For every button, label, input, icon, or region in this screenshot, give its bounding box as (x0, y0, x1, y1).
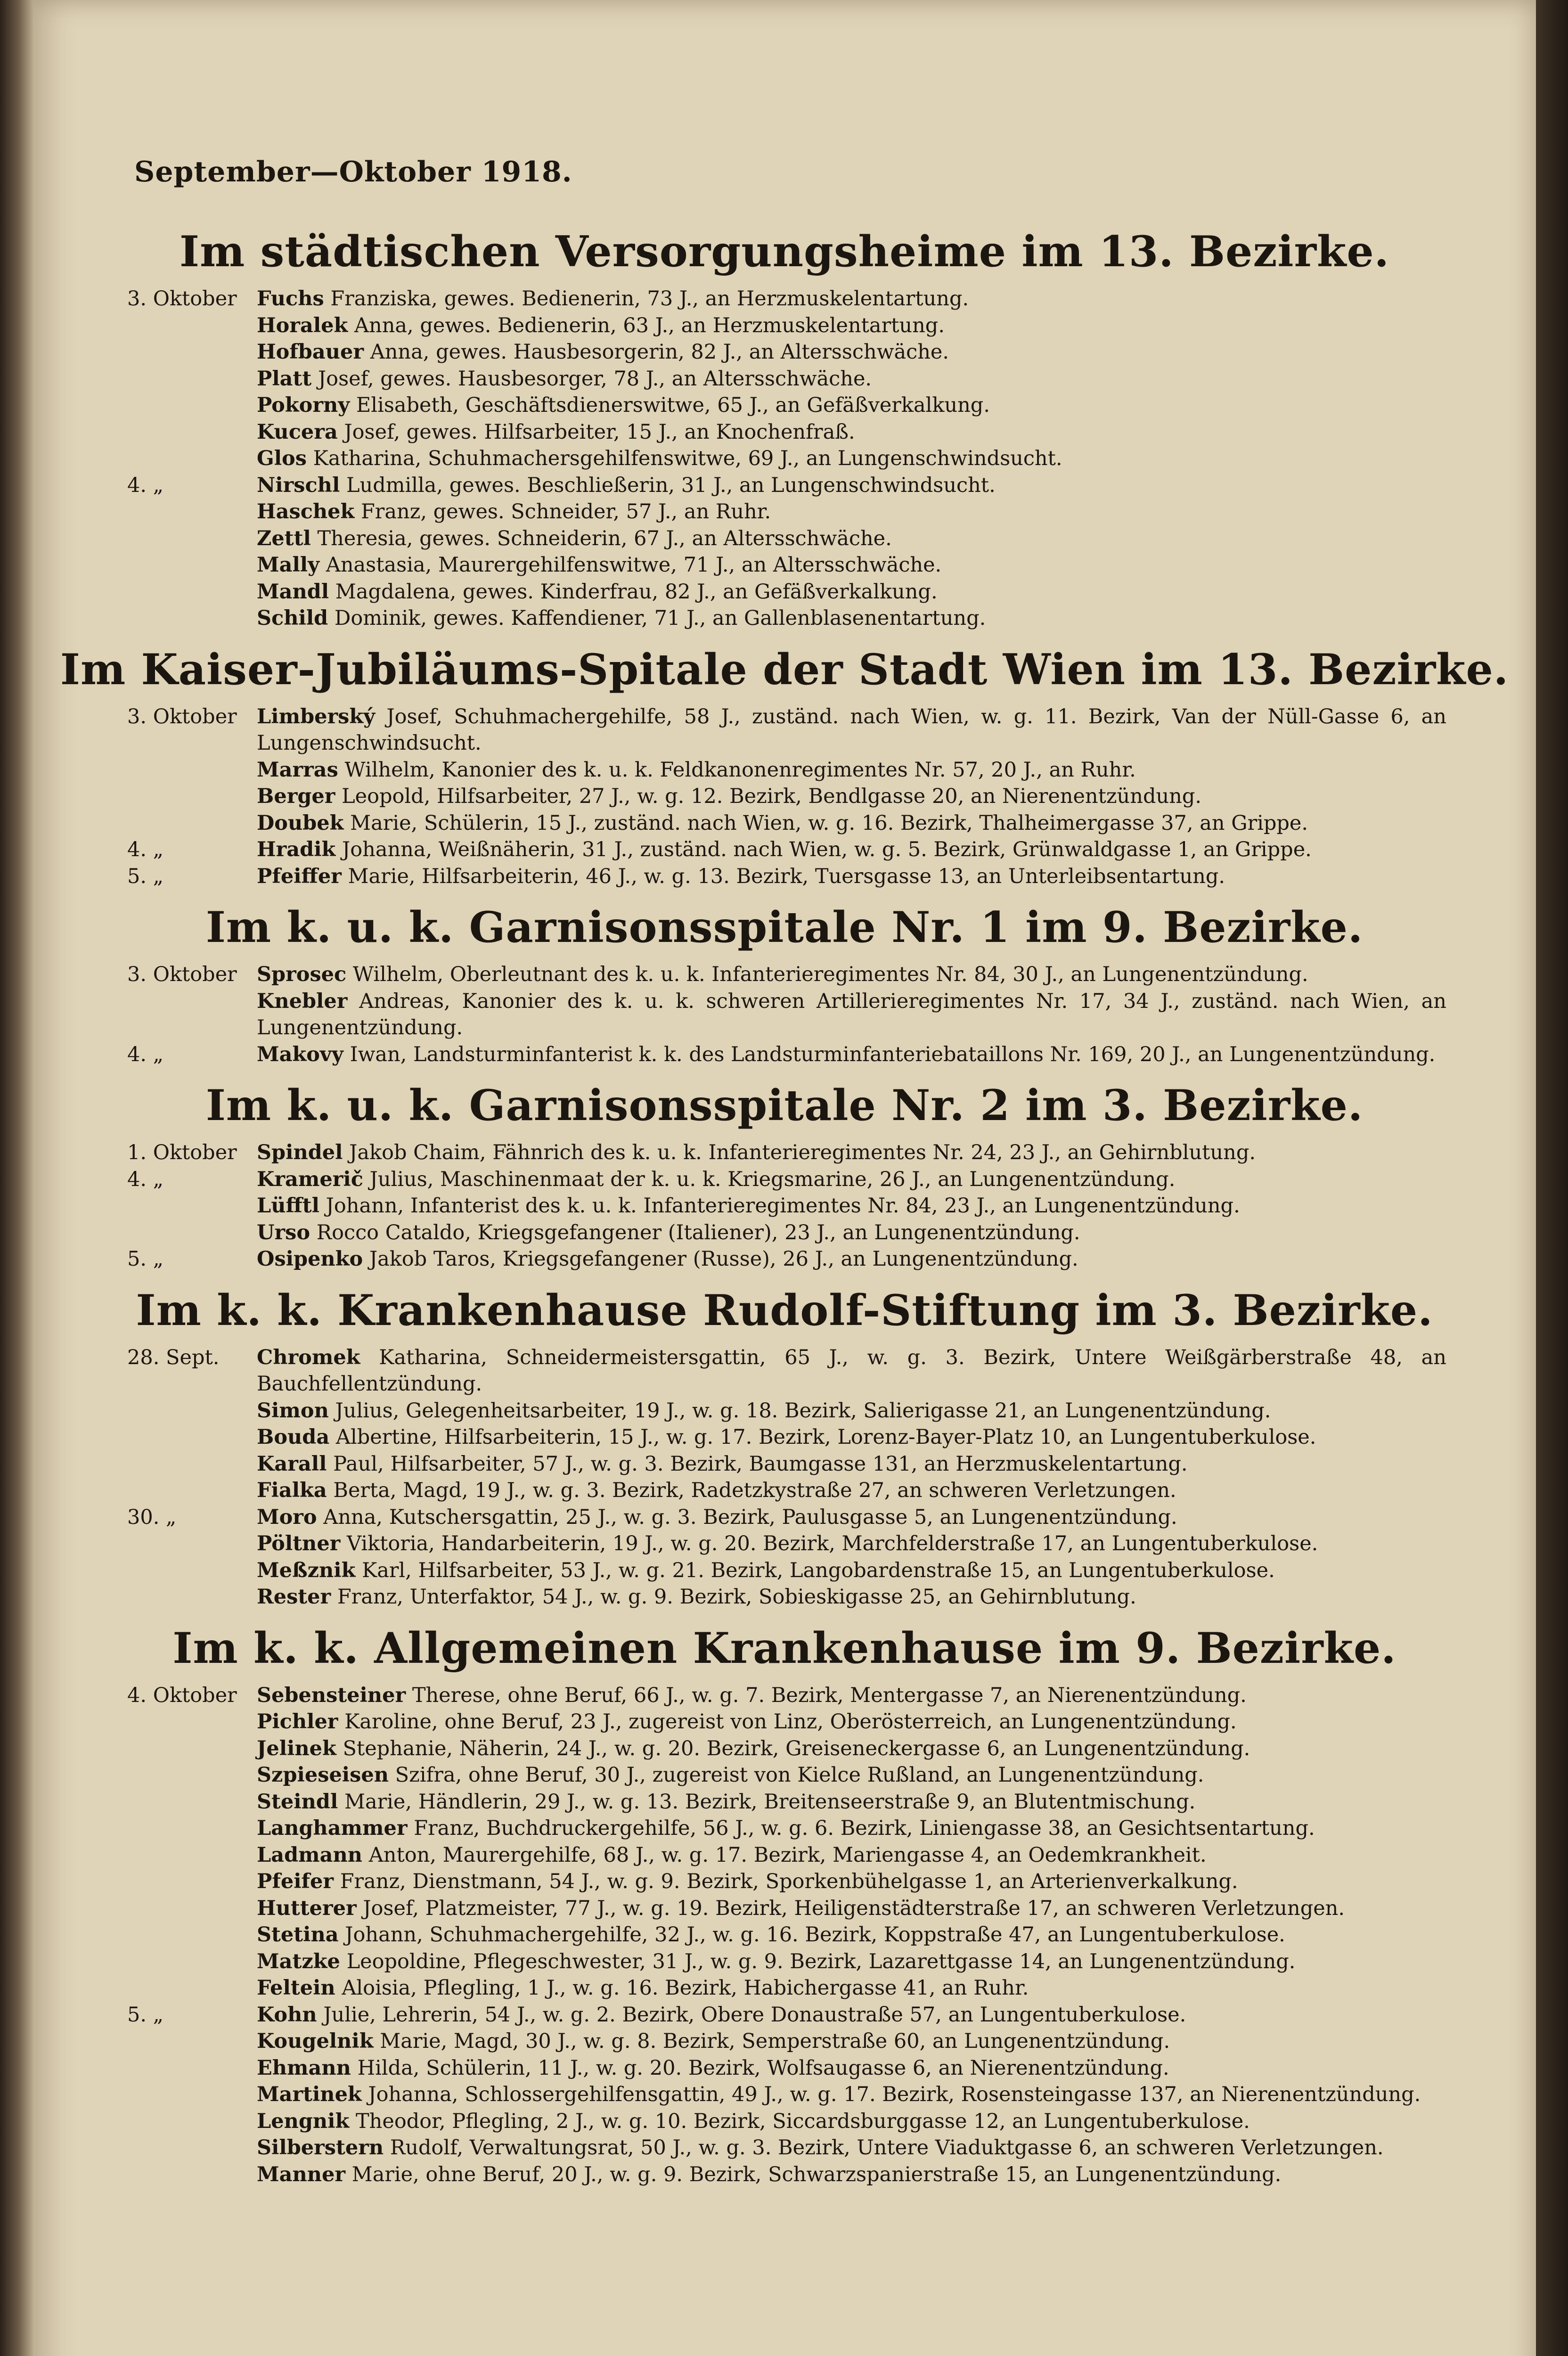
entry-surname: Doubek (257, 811, 344, 835)
entry-surname: Mandl (257, 580, 329, 604)
entry-details: Therese, ohne Beruf, 66 J., w. g. 7. Bezirk, Mentergasse 7, an Nierenentzündung. (412, 1683, 1247, 1707)
entry-details: Marie, ohne Beruf, 20 J., w. g. 9. Bezirk, Schwarzspanierstraße 15, an Lungenentzündung. (351, 2162, 1282, 2186)
entry-details: Marie, Hilfsarbeiterin, 46 J., w. g. 13. Bezirk, Tuersgasse 13, an Unterleibsentartung. (348, 864, 1225, 888)
entry-surname: Szpieseisen (257, 1763, 389, 1787)
entry-details: Marie, Händlerin, 29 J., w. g. 13. Bezirk, Breitenseerstraße 9, an Blutentmischung. (344, 1790, 1196, 1814)
entry-date: 4. „ (127, 473, 163, 497)
death-entry (33, 2002, 1536, 2029)
entry-surname: Limberský (257, 704, 376, 728)
section (33, 1285, 1536, 1623)
death-entry (33, 1166, 1536, 1193)
entry-details: Stephanie, Näherin, 24 J., w. g. 20. Bezirk, Greiseneckergasse 6, an Lungenentzündung. (343, 1736, 1250, 1760)
death-entry (33, 863, 1536, 890)
death-entry (33, 1682, 1536, 1709)
death-entry (33, 1504, 1536, 1531)
entry-date: 5. „ (127, 1247, 163, 1271)
entry-details: Albertine, Hilfsarbeiterin, 15 J., w. g. 17. Bezirk, Lorenz-Bayer-Platz 10, an Lungentuberkulose. (335, 1425, 1316, 1449)
entry-surname: Sebensteiner (257, 1683, 406, 1707)
entry-details: Josef, Platzmeister, 77 J., w. g. 19. Bezirk, Heiligenstädterstraße 17, an schweren Verletzungen. (363, 1896, 1345, 1920)
entry-surname: Manner (257, 2162, 345, 2186)
entry-surname: Urso (257, 1220, 310, 1244)
death-entry (33, 605, 1536, 632)
entry-surname: Fuchs (257, 287, 324, 311)
entry-details: Theresia, gewes. Schneiderin, 67 J., an Altersschwäche. (317, 526, 892, 550)
death-entry (33, 1948, 1536, 1975)
entry-surname: Platt (257, 367, 312, 391)
section (33, 226, 1536, 644)
death-entry (33, 579, 1536, 605)
section-title: Im k. k. Allgemeinen Krankenhause im 9. Bezirke. (172, 1623, 1396, 1673)
death-entry (33, 1477, 1536, 1504)
entry-surname: Moro (257, 1505, 317, 1529)
death-entry (33, 1815, 1536, 1842)
entry-surname: Langhammer (257, 1816, 408, 1840)
entry-details: Jakob Taros, Kriegsgefangener (Russe), 26 J., an Lungenentzündung. (369, 1247, 1078, 1271)
death-entry (33, 757, 1536, 784)
section-title: Im k. u. k. Garnisonsspitale Nr. 1 im 9. Bezirke. (205, 902, 1364, 952)
entry-details: Andreas, Kanonier des k. u. k. schweren Artillerieregimentes Nr. 17, 34 J., zuständ. nach Wien, an Lungenentzündung. (257, 989, 1446, 1039)
death-entry (33, 1424, 1536, 1451)
section-gap (33, 1611, 1536, 1623)
entry-details: Josef, gewes. Hilfsarbeiter, 15 J., an Knochenfraß. (344, 420, 855, 444)
entry-surname: Knebler (257, 989, 348, 1013)
entry-details: Rocco Cataldo, Kriegsgefangener (Italiener), 23 J., an Lungenentzündung. (316, 1220, 1080, 1244)
entry-surname: Osipenko (257, 1247, 363, 1271)
entry-surname: Martinek (257, 2083, 362, 2106)
section-gap (33, 890, 1536, 902)
entry-surname: Lengnik (257, 2109, 350, 2133)
entry-surname: Berger (257, 785, 335, 808)
entry-surname: Spindel (257, 1141, 343, 1164)
entry-surname: Hradik (257, 838, 336, 861)
entry-details: Theodor, Pflegling, 2 J., w. g. 10. Bezirk, Siccardsburggasse 12, an Lungentuberkulose. (356, 2109, 1250, 2133)
entry-details: Franz, Unterfaktor, 54 J., w. g. 9. Bezirk, Sobieskigasse 25, an Gehirnblutung. (337, 1585, 1136, 1609)
entry-surname: Feltein (257, 1976, 335, 2000)
entry-details: Karoline, ohne Beruf, 23 J., zugereist von Linz, Oberösterreich, an Lungenentzündung. (344, 1710, 1237, 1734)
entry-surname: Makovy (257, 1042, 343, 1066)
death-entry (33, 1041, 1536, 1068)
entry-date: 28. Sept. (127, 1345, 220, 1369)
entry-details: Hilda, Schülerin, 11 J., w. g. 20. Bezirk, Wolfsaugasse 6, an Nierenentzündung. (357, 2056, 1169, 2080)
death-entry (33, 1762, 1536, 1789)
entry-date: 5. „ (127, 864, 163, 888)
entry-details: Johann, Schuhmachergehilfe, 32 J., w. g. 16. Bezirk, Koppstraße 47, an Lungentuberkulose. (345, 1923, 1285, 1947)
death-entry (33, 1451, 1536, 1478)
entry-details: Franz, Dienstmann, 54 J., w. g. 9. Bezirk, Sporkenbühelgasse 1, an Arterienverkalkung. (340, 1870, 1238, 1893)
entry-details: Viktoria, Handarbeiterin, 19 J., w. g. 20. Bezirk, Marchfelderstraße 17, an Lungentuberkulose. (347, 1532, 1318, 1555)
entry-surname: Haschek (257, 500, 355, 524)
entry-surname: Kucera (257, 420, 338, 444)
entry-surname: Glos (257, 447, 307, 470)
entry-details: Josef, gewes. Hausbesorger, 78 J., an Altersschwäche. (318, 367, 872, 391)
entry-surname: Karall (257, 1452, 327, 1476)
entry-details: Anna, gewes. Bedienerin, 63 J., an Herzmuskelentartung. (354, 313, 945, 337)
entry-date: 5. „ (127, 2003, 163, 2027)
entry-surname: Horalek (257, 313, 348, 337)
entry-details: Iwan, Landsturminfanterist k. k. des Landsturminfanteriebataillons Nr. 169, 20 J., an Lungenentzündung. (350, 1042, 1436, 1066)
entry-surname: Pichler (257, 1710, 338, 1734)
entry-details: Ludmilla, gewes. Beschließerin, 31 J., an Lungenschwindsucht. (346, 473, 996, 497)
entry-surname: Silberstern (257, 2136, 384, 2160)
entry-date: 3. Oktober (127, 287, 237, 311)
death-entry (33, 445, 1536, 472)
section-gap (33, 632, 1536, 644)
entry-surname: Mally (257, 553, 320, 577)
entry-surname: Sprosec (257, 963, 347, 986)
death-entry (33, 1219, 1536, 1246)
death-entry (33, 2055, 1536, 2082)
entry-details: Aloisia, Pflegling, 1 J., w. g. 16. Bezirk, Habichergasse 41, an Ruhr. (342, 1976, 1029, 2000)
entry-surname: Kramerič (257, 1167, 363, 1191)
entry-details: Leopold, Hilfsarbeiter, 27 J., w. g. 12. Bezirk, Bendlgasse 20, an Nierenentzündung. (342, 785, 1202, 808)
death-entry (33, 1975, 1536, 2002)
death-entry (33, 1709, 1536, 1735)
entry-date: 4. „ (127, 1167, 163, 1191)
death-entry (33, 1842, 1536, 1869)
death-entry (33, 1530, 1536, 1557)
entry-details: Johanna, Schlossergehilfensgattin, 49 J., w. g. 17. Bezirk, Rosensteingasse 137, an Nierenentzündung. (368, 2083, 1421, 2106)
entry-details: Johann, Infanterist des k. u. k. Infanterieregimentes Nr. 84, 23 J., an Lungenentzündung. (326, 1194, 1240, 1218)
death-entry (33, 810, 1536, 837)
entry-surname: Fialka (257, 1479, 327, 1502)
entry-surname: Hutterer (257, 1896, 357, 1920)
entry-details: Rudolf, Verwaltungsrat, 50 J., w. g. 3. Bezirk, Untere Viaduktgasse 6, an schweren Verletzungen. (390, 2136, 1384, 2160)
death-entry (33, 2135, 1536, 2161)
entry-date: 3. Oktober (127, 963, 237, 986)
entry-surname: Rester (257, 1585, 331, 1609)
death-entry (33, 1922, 1536, 1948)
entry-surname: Nirschl (257, 473, 340, 497)
entry-surname: Stetina (257, 1923, 339, 1947)
document-page (33, 0, 1536, 2356)
entry-details: Magdalena, gewes. Kinderfrau, 82 J., an Gefäßverkalkung. (335, 580, 938, 604)
entry-surname: Pöltner (257, 1532, 341, 1555)
death-entry (33, 2108, 1536, 2135)
entry-date: 4. „ (127, 1042, 163, 1066)
entry-details: Paul, Hilfsarbeiter, 57 J., w. g. 3. Bezirk, Baumgasse 131, an Herzmuskelentartung. (333, 1452, 1188, 1476)
entry-surname: Pfeiffer (257, 864, 342, 888)
death-entry (33, 366, 1536, 393)
section (33, 1080, 1536, 1285)
death-entry (33, 783, 1536, 810)
book-spine (0, 0, 33, 2356)
death-entry (33, 392, 1536, 419)
entry-details: Jakob Chaim, Fähnrich des k. u. k. Infanterieregimentes Nr. 24, 23 J., an Gehirnblutung. (349, 1141, 1256, 1164)
entry-date: 3. Oktober (127, 704, 237, 728)
death-entry (33, 836, 1536, 863)
section-title: Im städtischen Versorgungsheime im 13. Bezirke. (180, 227, 1389, 277)
entry-surname: Pokorny (257, 393, 350, 417)
death-entry (33, 961, 1536, 988)
death-entry (33, 312, 1536, 339)
section-gap (33, 1068, 1536, 1080)
death-entry (33, 1193, 1536, 1219)
section (33, 902, 1536, 1080)
entry-details: Anna, Kutschersgattin, 25 J., w. g. 3. Bezirk, Paulusgasse 5, an Lungenentzündung. (323, 1505, 1177, 1529)
entry-details: Marie, Magd, 30 J., w. g. 8. Bezirk, Semperstraße 60, an Lungenentzündung. (380, 2029, 1170, 2053)
page-header: September—Oktober 1918. (134, 155, 572, 188)
entry-details: Wilhelm, Kanonier des k. u. k. Feldkanonenregimentes Nr. 57, 20 J., an Ruhr. (344, 758, 1136, 782)
death-entry (33, 1398, 1536, 1424)
entry-details: Josef, Schuhmachergehilfe, 58 J., zuständ. nach Wien, w. g. 11. Bezirk, Van der Nüll-Gasse 6, an Lungenschwindsucht. (257, 704, 1446, 755)
death-entry (33, 1246, 1536, 1273)
entry-details: Anton, Maurergehilfe, 68 J., w. g. 17. Bezirk, Mariengasse 4, an Oedemkrankheit. (368, 1843, 1207, 1867)
entry-surname: Pfeifer (257, 1870, 334, 1893)
entry-surname: Schild (257, 606, 328, 630)
death-entry (33, 1584, 1536, 1611)
entry-surname: Kougelnik (257, 2029, 374, 2053)
entry-details: Wilhelm, Oberleutnant des k. u. k. Infanterieregimentes Nr. 84, 30 J., an Lungenentzündung. (352, 963, 1308, 986)
section (33, 1623, 1536, 2201)
death-entry (33, 286, 1536, 312)
death-entry (33, 988, 1536, 1041)
death-entry (33, 2028, 1536, 2055)
death-entry (33, 1139, 1536, 1166)
death-entry (33, 1868, 1536, 1895)
death-entry (33, 499, 1536, 525)
death-entry (33, 552, 1536, 579)
page-edge (1536, 0, 1568, 2356)
death-entry (33, 1557, 1536, 1584)
section-title: Im Kaiser-Jubiläums-Spitale der Stadt Wien im 13. Bezirke. (60, 644, 1509, 695)
death-entry (33, 2081, 1536, 2108)
entry-details: Katharina, Schuhmachersgehilfenswitwe, 69 J., an Lungenschwindsucht. (313, 447, 1062, 470)
entry-details: Franz, Buchdruckergehilfe, 56 J., w. g. 6. Bezirk, Liniengasse 38, an Gesichtsentartung. (414, 1816, 1315, 1840)
section-gap (33, 2188, 1536, 2200)
entry-details: Berta, Magd, 19 J., w. g. 3. Bezirk, Radetzkystraße 27, an schweren Verletzungen. (333, 1479, 1176, 1502)
death-entry (33, 1344, 1536, 1398)
entry-details: Franziska, gewes. Bedienerin, 73 J., an Herzmuskelentartung. (330, 287, 969, 311)
entry-details: Johanna, Weißnäherin, 31 J., zuständ. nach Wien, w. g. 5. Bezirk, Grünwaldgasse 1, an Grippe. (342, 838, 1312, 861)
entry-date: 1. Oktober (127, 1141, 237, 1164)
entry-surname: Ehmann (257, 2056, 351, 2080)
entry-details: Julius, Gelegenheitsarbeiter, 19 J., w. g. 18. Bezirk, Salierigasse 21, an Lungenentzündung. (335, 1399, 1271, 1423)
entry-surname: Marras (257, 758, 338, 782)
death-entry (33, 704, 1536, 757)
entry-surname: Lüfftl (257, 1194, 319, 1218)
death-entry (33, 419, 1536, 446)
death-entry (33, 339, 1536, 366)
death-entry (33, 1895, 1536, 1922)
entry-surname: Meßznik (257, 1558, 356, 1582)
death-entry (33, 1789, 1536, 1816)
entry-details: Anastasia, Maurergehilfenswitwe, 71 J., an Altersschwäche. (326, 553, 942, 577)
entry-details: Julie, Lehrerin, 54 J., w. g. 2. Bezirk, Obere Donaustraße 57, an Lungentuberkulose. (323, 2003, 1186, 2027)
entry-surname: Jelinek (257, 1736, 336, 1760)
death-entry (33, 472, 1536, 499)
entry-details: Dominik, gewes. Kaffendiener, 71 J., an Gallenblasenentartung. (334, 606, 986, 630)
entry-surname: Matzke (257, 1949, 340, 1973)
entry-surname: Zettl (257, 526, 311, 550)
entry-date: 30. „ (127, 1505, 177, 1529)
entry-date: 4. „ (127, 838, 163, 861)
entry-surname: Hofbauer (257, 340, 364, 364)
entry-details: Katharina, Schneidermeistersgattin, 65 J., w. g. 3. Bezirk, Untere Weißgärberstraße 48, an Bauchfellentzündung. (257, 1345, 1446, 1396)
entry-surname: Simon (257, 1399, 329, 1423)
death-entry (33, 525, 1536, 552)
entry-details: Leopoldine, Pflegeschwester, 31 J., w. g. 9. Bezirk, Lazarettgasse 14, an Lungenentzündung. (346, 1949, 1296, 1973)
entry-surname: Bouda (257, 1425, 330, 1449)
page-content (33, 226, 1536, 2200)
entry-surname: Ladmann (257, 1843, 363, 1867)
entry-details: Elisabeth, Geschäftsdienerswitwe, 65 J., an Gefäßverkalkung. (356, 393, 990, 417)
entry-details: Szifra, ohne Beruf, 30 J., zugereist von Kielce Rußland, an Lungenentzündung. (395, 1763, 1204, 1787)
entry-surname: Chromek (257, 1345, 360, 1369)
entry-date: 4. Oktober (127, 1683, 237, 1707)
entry-details: Franz, gewes. Schneider, 57 J., an Ruhr. (360, 500, 771, 524)
entry-surname: Kohn (257, 2003, 317, 2027)
entry-details: Marie, Schülerin, 15 J., zuständ. nach Wien, w. g. 16. Bezirk, Thalheimergasse 37, an Grippe. (350, 811, 1308, 835)
entry-details: Julius, Maschinenmaat der k. u. k. Kriegsmarine, 26 J., an Lungenentzündung. (369, 1167, 1176, 1191)
section-title: Im k. k. Krankenhause Rudolf-Stiftung im 3. Bezirke. (136, 1285, 1433, 1335)
section-gap (33, 1273, 1536, 1285)
death-entry (33, 1735, 1536, 1762)
death-entry (33, 2161, 1536, 2188)
section-title: Im k. u. k. Garnisonsspitale Nr. 2 im 3. Bezirke. (205, 1080, 1364, 1130)
section (33, 644, 1536, 902)
entry-details: Anna, gewes. Hausbesorgerin, 82 J., an Altersschwäche. (370, 340, 949, 364)
entry-details: Karl, Hilfsarbeiter, 53 J., w. g. 21. Bezirk, Langobardenstraße 15, an Lungentuberkulose. (362, 1558, 1275, 1582)
entry-surname: Steindl (257, 1790, 338, 1814)
